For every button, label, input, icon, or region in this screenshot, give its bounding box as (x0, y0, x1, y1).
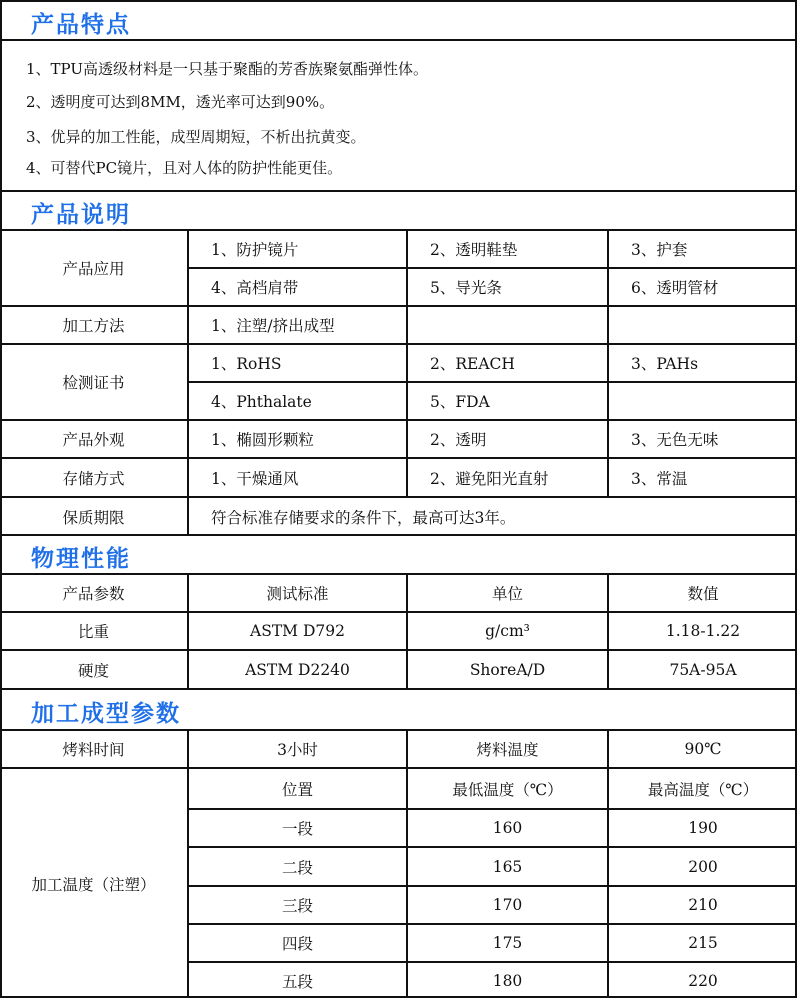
certificate-item: 5、FDA (430, 393, 490, 411)
shelf-life-value: 符合标准存储要求的条件下，最高可达3年。 (211, 508, 516, 527)
table-cell: 180 (492, 971, 523, 990)
feature-item: 2、透明度可达到8MM，透光率可达到90%。 (26, 93, 335, 111)
storage-item: 1、干燥通风 (211, 469, 299, 488)
table-cell: 硬度 (77, 661, 109, 680)
processing-item: 1、注塑/挤出成型 (211, 317, 335, 335)
table-cell: 190 (688, 819, 718, 837)
column-header: 最高温度（℃） (647, 780, 759, 799)
table-cell: 210 (688, 896, 718, 914)
column-header: 最低温度（℃） (452, 780, 563, 799)
application-item: 5、导光条 (430, 279, 502, 297)
table-cell: g/cm³ (485, 622, 530, 640)
divider (0, 190, 797, 192)
table-cell: ASTM D2240 (245, 660, 350, 679)
divider (0, 534, 797, 536)
divider (0, 688, 797, 690)
column-header: 测试标准 (266, 585, 329, 603)
shelf-life-label: 保质期限 (62, 508, 125, 527)
drying-time-label: 烤料时间 (62, 741, 125, 759)
appearance-label: 产品外观 (62, 431, 125, 449)
features-heading: 产品特点 (31, 12, 131, 38)
table-cell: 165 (492, 857, 523, 876)
certificate-item: 2、REACH (430, 355, 515, 373)
certificate-item: 3、PAHs (631, 355, 699, 373)
table-cell: 200 (688, 857, 718, 876)
physical-heading: 物理性能 (31, 546, 131, 572)
application-item: 3、护套 (631, 241, 688, 259)
table-cell: 175 (492, 934, 523, 952)
table-cell: 215 (688, 934, 718, 952)
table-cell: 160 (492, 819, 523, 837)
feature-item: 4、可替代PC镜片，且对人体的防护性能更佳。 (26, 159, 343, 177)
divider (0, 39, 797, 41)
table-cell: 二段 (281, 858, 313, 877)
drying-time-value: 3小时 (277, 741, 318, 759)
table-cell: 五段 (281, 972, 313, 991)
application-item: 6、透明管材 (631, 279, 719, 297)
processing-params-heading: 加工成型参数 (31, 701, 181, 727)
table-cell: 75A-95A (669, 660, 737, 679)
column-header: 数值 (687, 585, 719, 603)
column-header: 单位 (491, 585, 523, 603)
description-heading: 产品说明 (31, 202, 131, 228)
table-cell: 170 (492, 896, 523, 914)
table-cell: ASTM D792 (250, 622, 345, 640)
column-header: 位置 (281, 780, 313, 799)
column-header: 产品参数 (62, 585, 125, 603)
feature-item: 3、优异的加工性能，成型周期短，不析出抗黄变。 (26, 128, 366, 146)
application-label: 产品应用 (62, 260, 125, 278)
table-cell: 1.18-1.22 (665, 622, 741, 640)
certificate-item: 1、RoHS (211, 355, 282, 373)
drying-temp-label: 烤料温度 (476, 741, 539, 759)
application-item: 2、透明鞋垫 (430, 241, 518, 259)
processing-label: 加工方法 (62, 317, 125, 335)
feature-item: 1、TPU高透级材料是一只基于聚酯的芳香族聚氨酯弹性体。 (26, 60, 429, 78)
application-item: 1、防护镜片 (211, 241, 299, 259)
table-cell: 220 (688, 971, 718, 990)
table-cell: 一段 (281, 820, 313, 838)
appearance-item: 3、无色无味 (631, 431, 719, 449)
table-cell: 四段 (281, 935, 313, 953)
storage-item: 3、常温 (631, 469, 688, 488)
processing-temp-label: 加工温度（注塑） (31, 875, 156, 894)
appearance-item: 1、椭圆形颗粒 (211, 431, 314, 449)
certificate-item: 4、Phthalate (211, 393, 312, 411)
table-cell: ShoreA/D (469, 660, 546, 679)
certificates-label: 检测证书 (62, 374, 125, 392)
application-item: 4、高档肩带 (211, 279, 299, 297)
appearance-item: 2、透明 (430, 431, 487, 449)
drying-temp-value: 90℃ (684, 740, 722, 758)
table-cell: 比重 (77, 623, 109, 641)
storage-label: 存储方式 (62, 469, 125, 488)
storage-item: 2、避免阳光直射 (430, 469, 549, 488)
table-cell: 三段 (281, 897, 313, 915)
